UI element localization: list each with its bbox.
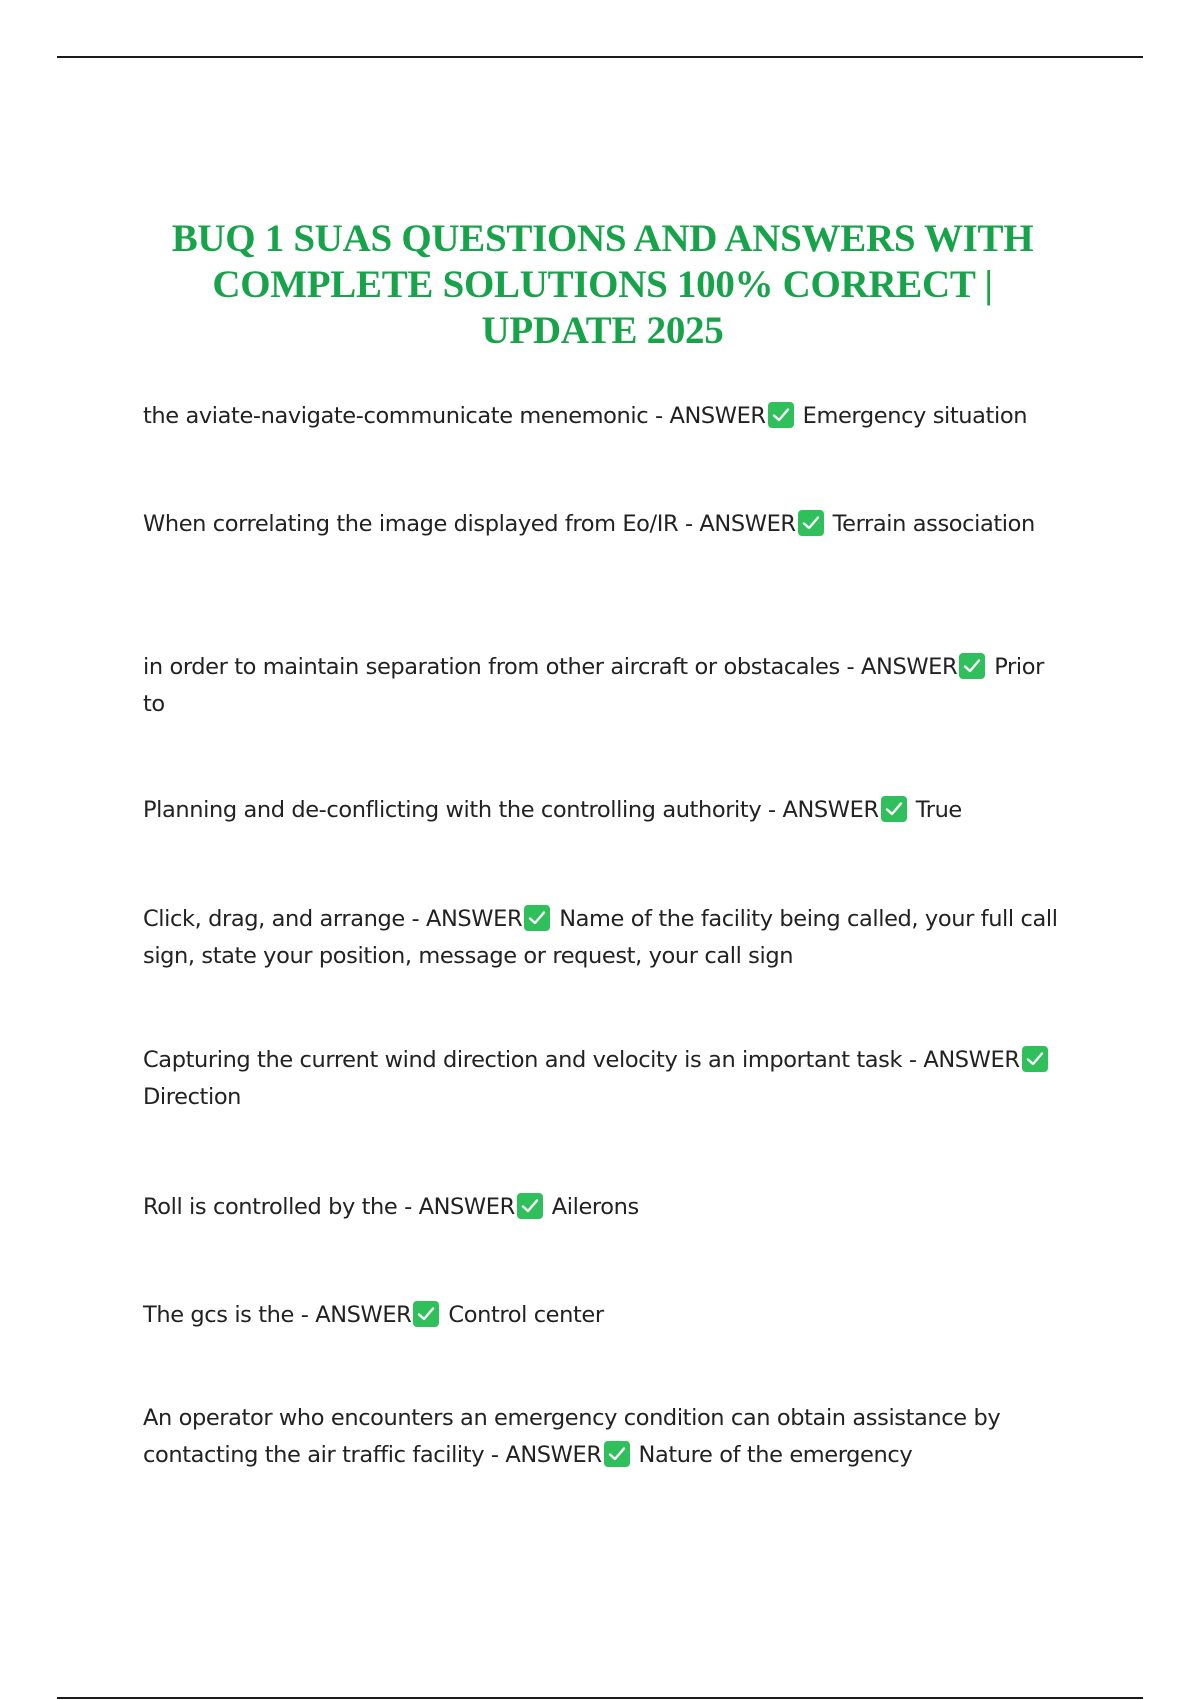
document-title: BUQ 1 SUAS QUESTIONS AND ANSWERS WITH COMPLETE SOLUTIONS 100% CORRECT | UPDATE 2025 [171,217,1034,352]
question-text: Roll is controlled by the - [143,1194,419,1220]
qa-item [143,1400,1058,1474]
answer-text: Nature of the emergency [638,1442,913,1468]
question-text: An operator who encounters an emergency condition can obtain assistance by contacting the air traffic facility - [143,1405,1001,1468]
qa-item [143,1189,1058,1226]
check-mark-icon [524,905,550,931]
answer-label: ANSWER [861,654,958,680]
question-text: Capturing the current wind direction and velocity is an important task - [143,1047,924,1073]
check-mark-icon [604,1441,630,1467]
qa-item [143,901,1058,975]
qa-item [143,1297,1058,1334]
answer-text: Ailerons [551,1194,639,1220]
check-mark-icon [1022,1046,1048,1072]
question-text: in order to maintain separation from other aircraft or obstacales - [143,654,862,680]
check-mark-icon [959,653,985,679]
qa-item [143,792,1058,829]
check-mark-icon [798,510,824,536]
answer-label: ANSWER [418,1194,515,1220]
qa-item [143,506,1058,543]
question-text: When correlating the image displayed from Eo/IR - [143,511,700,537]
check-mark-icon [881,796,907,822]
check-mark-icon [413,1301,439,1327]
qa-item [143,398,1058,435]
answer-label: ANSWER [426,906,523,932]
answer-label: ANSWER [505,1442,602,1468]
top-rule [57,56,1143,58]
answer-text: Control center [448,1302,604,1328]
answer-text: True [915,797,962,823]
question-text: Planning and de-conflicting with the controlling authority - [143,797,783,823]
question-text: Click, drag, and arrange - [143,906,426,932]
answer-text: Direction [143,1084,242,1110]
check-mark-icon [517,1193,543,1219]
bottom-rule [57,1697,1143,1699]
qa-item [143,1042,1058,1116]
question-text: The gcs is the - [143,1302,316,1328]
answer-text: Prior to [143,654,1044,717]
answer-label: ANSWER [315,1302,412,1328]
answer-label: ANSWER [699,511,796,537]
answer-text: Name of the facility being called, your full call sign, state your position, message or request, your call sign [143,906,1058,969]
answer-text: Terrain association [832,511,1035,537]
check-mark-icon [768,402,794,428]
answer-label: ANSWER [669,403,766,429]
answer-text: Emergency situation [802,403,1028,429]
answer-label: ANSWER [782,797,879,823]
qa-item [143,649,1058,723]
question-text: the aviate-navigate-communicate menemonic - [143,403,670,429]
answer-label: ANSWER [923,1047,1020,1073]
